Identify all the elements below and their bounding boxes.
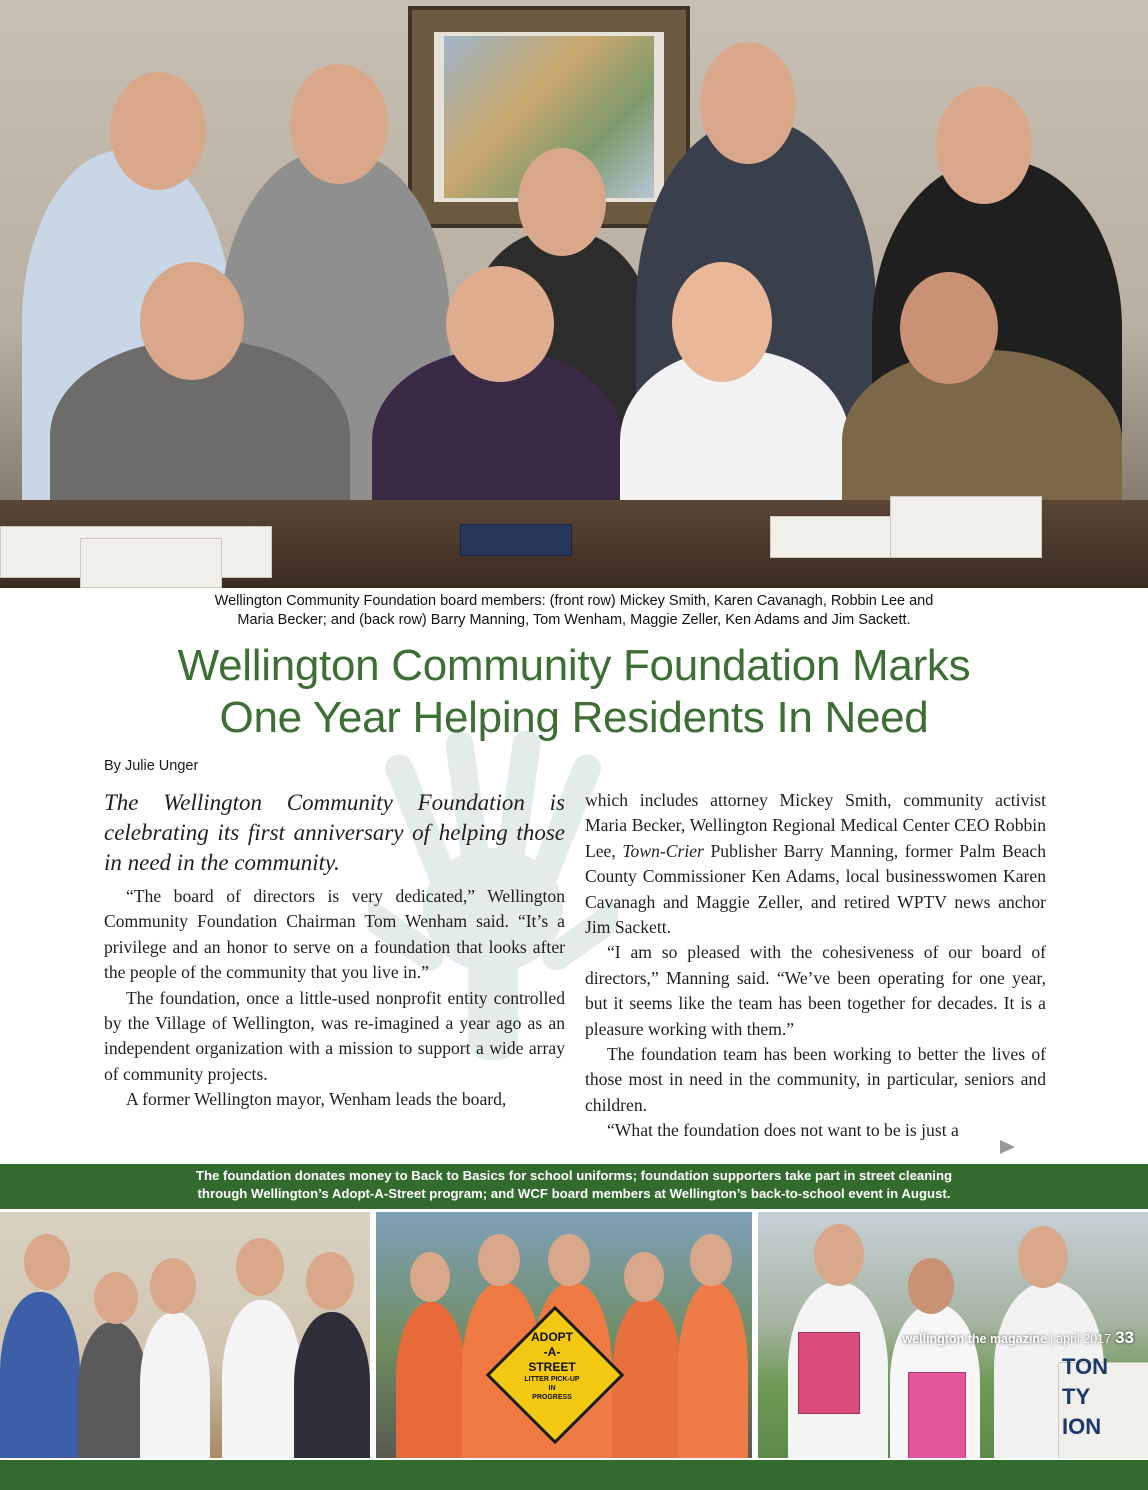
band-caption-line-2: through Wellington’s Adopt-A-Street program; and WCF board members at Wellington’s back-to-school event in August. [197, 1186, 951, 1201]
paragraph: The foundation team has been working to better the lives of those most in need in the community, in particular, seniors and children. [585, 1044, 1046, 1115]
magazine-name: wellington the magazine [902, 1332, 1047, 1346]
byline: By Julie Unger [104, 758, 199, 774]
continue-arrow-icon [1000, 1140, 1015, 1154]
photo-caption [0, 592, 1148, 630]
banner-line-2: TY [1062, 1384, 1091, 1409]
paragraph: A former Wellington mayor, Wenham leads the board, [126, 1089, 507, 1110]
article-column-left [104, 788, 565, 1113]
issue-date: april 2017 [1056, 1332, 1112, 1346]
banner-line-1: TON [1062, 1354, 1109, 1379]
event-banner-text [1062, 1352, 1148, 1442]
publication-name: Town-Crier [622, 840, 704, 861]
sign-line-5: IN [548, 1385, 556, 1392]
headline-line-2: One Year Helping Residents In Need [219, 693, 929, 742]
paragraph: “I am so pleased with the cohesiveness of our board of directors,” Manning said. “We’ve been operating for one year, but it seems like the team has been together for decades. It is a pleasure working with them.” [585, 942, 1046, 1039]
banner-line-3: ION [1062, 1414, 1102, 1439]
photo-caption-line-1: Wellington Community Foundation board members: (front row) Mickey Smith, Karen Cavanagh, Robbin Lee and [214, 593, 934, 609]
paragraph: “What the foundation does not want to be is just a [607, 1120, 959, 1141]
sign-line-3: STREET [528, 1360, 576, 1374]
article-deck: The Wellington Community Foundation is celebrating its first anniversary of helping those in need in the community. [104, 790, 565, 875]
footer-strip [0, 1458, 1148, 1490]
continued-text-start: which includes attorney Mickey Smith, community activist Maria Becker, Wellington Regional Medical Center CEO Robbin Lee, [585, 790, 1046, 861]
sign-line-1: ADOPT [531, 1330, 573, 1344]
article-column-right [585, 788, 1046, 1144]
paragraph-continued [585, 788, 1046, 940]
band-caption [0, 1167, 1148, 1203]
page-folio: wellington the magazine | april 2017 33 [902, 1328, 1134, 1347]
page-number: 33 [1115, 1328, 1134, 1347]
photo-caption-line-2: Maria Becker; and (back row) Barry Manning, Tom Wenham, Maggie Zeller, Ken Adams and Jim Sackett. [237, 612, 911, 628]
board-photo [0, 0, 1148, 588]
band-caption-line-1: The foundation donates money to Back to Basics for school uniforms; foundation supporters take part in street cleaning [195, 1168, 953, 1183]
headline-line-1: Wellington Community Foundation Marks [177, 641, 971, 690]
paragraph: The foundation, once a little-used nonprofit entity controlled by the Village of Wellington, was re-imagined a year ago as an independent organization with a mission to support a wide array of community projects. [104, 987, 565, 1084]
sign-text [500, 1330, 604, 1402]
article-headline [0, 640, 1148, 744]
donation-photo [0, 1212, 370, 1458]
sign-line-2: -A- [543, 1345, 561, 1359]
sign-line-4: LITTER PICK-UP [524, 1376, 580, 1383]
continued-text-end: Publisher Barry Manning, former Palm Beach County Commissioner Ken Adams, local businesswomen Karen Cavanagh and Maggie Zeller, and retired WPTV news anchor Jim Sackett. [585, 840, 1046, 938]
paragraph: “The board of directors is very dedicated,” Wellington Community Foundation Chairman Tom Wenham said. “It’s a privilege and an honor to serve on a foundation that looks after the people of the community that you live in.” [104, 886, 565, 983]
sign-line-6: PROGRESS [532, 1394, 572, 1401]
